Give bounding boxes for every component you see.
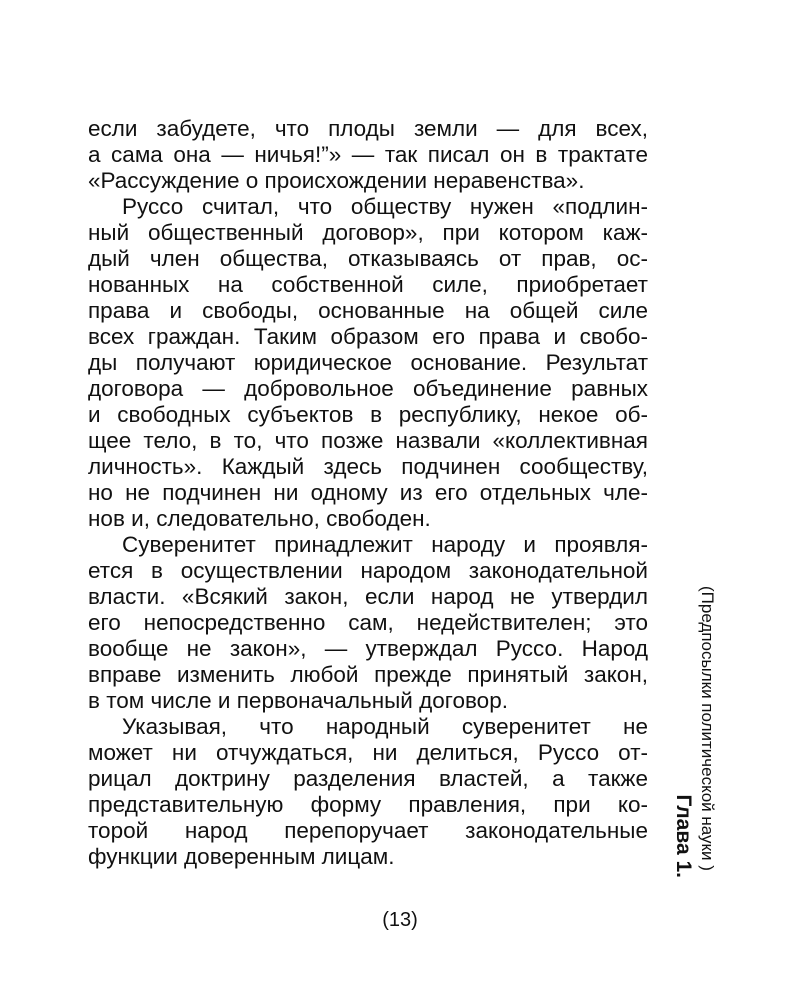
- running-header-subtitle: (Предпосылки политической науки ): [698, 586, 717, 871]
- text-line: ется в осуществлении народом законодательной: [88, 558, 648, 583]
- text-line: нов и, следовательно, свободен.: [88, 506, 431, 531]
- text-line: власти. «Всякий закон, если народ не утвердил: [88, 584, 648, 609]
- text-line: может ни отчуждаться, ни делиться, Руссо от-: [88, 740, 648, 765]
- text-line: торой народ перепоручает законодательные: [88, 818, 648, 843]
- text-line: а сама она — ничья!”» — так писал он в трактате: [88, 142, 648, 167]
- text-line: представительную форму правления, при ко-: [88, 792, 648, 817]
- text-line: щее тело, в то, что позже назвали «коллективная: [88, 428, 648, 453]
- text-line: рицал доктрину разделения властей, а также: [88, 766, 648, 791]
- paragraph-start-line: Указывая, что народный суверенитет не: [122, 714, 648, 739]
- running-header: [668, 586, 718, 878]
- text-line: нованных на собственной силе, приобретает: [88, 272, 648, 297]
- text-line: вообще не закон», — утверждал Руссо. Народ: [88, 636, 648, 661]
- running-header-chapter: Глава 1.: [672, 794, 695, 878]
- text-line: ный общественный договор», при котором каж-: [88, 220, 648, 245]
- text-line: всех граждан. Таким образом его права и свобо-: [88, 324, 648, 349]
- text-line: права и свободы, основанные на общей силе: [88, 298, 648, 323]
- text-line: и свободных субъектов в республику, некое об-: [88, 402, 648, 427]
- text-line: его непосредственно сам, недействителен; это: [88, 610, 648, 635]
- text-line: вправе изменить любой прежде принятый закон,: [88, 662, 648, 687]
- page-number: (13): [382, 909, 418, 931]
- text-line: функции доверенным лицам.: [88, 844, 395, 869]
- text-line: «Рассуждение о происхождении неравенства».: [88, 168, 585, 193]
- text-line: если забудете, что плоды земли — для всех,: [88, 116, 648, 141]
- paragraph-start-line: Руссо считал, что обществу нужен «подлин-: [122, 194, 648, 219]
- body-text: [88, 116, 648, 870]
- text-line: но не подчинен ни одному из его отдельных чле-: [88, 480, 648, 505]
- text-line: в том числе и первоначальный договор.: [88, 688, 508, 713]
- text-line: ды получают юридическое основание. Результат: [88, 350, 648, 375]
- text-line: договора — добровольное объединение равных: [88, 376, 648, 401]
- text-line: личность». Каждый здесь подчинен сообществу,: [88, 454, 648, 479]
- paragraph-start-line: Суверенитет принадлежит народу и проявля-: [122, 532, 648, 557]
- text-line: дый член общества, отказываясь от прав, ос-: [88, 246, 648, 271]
